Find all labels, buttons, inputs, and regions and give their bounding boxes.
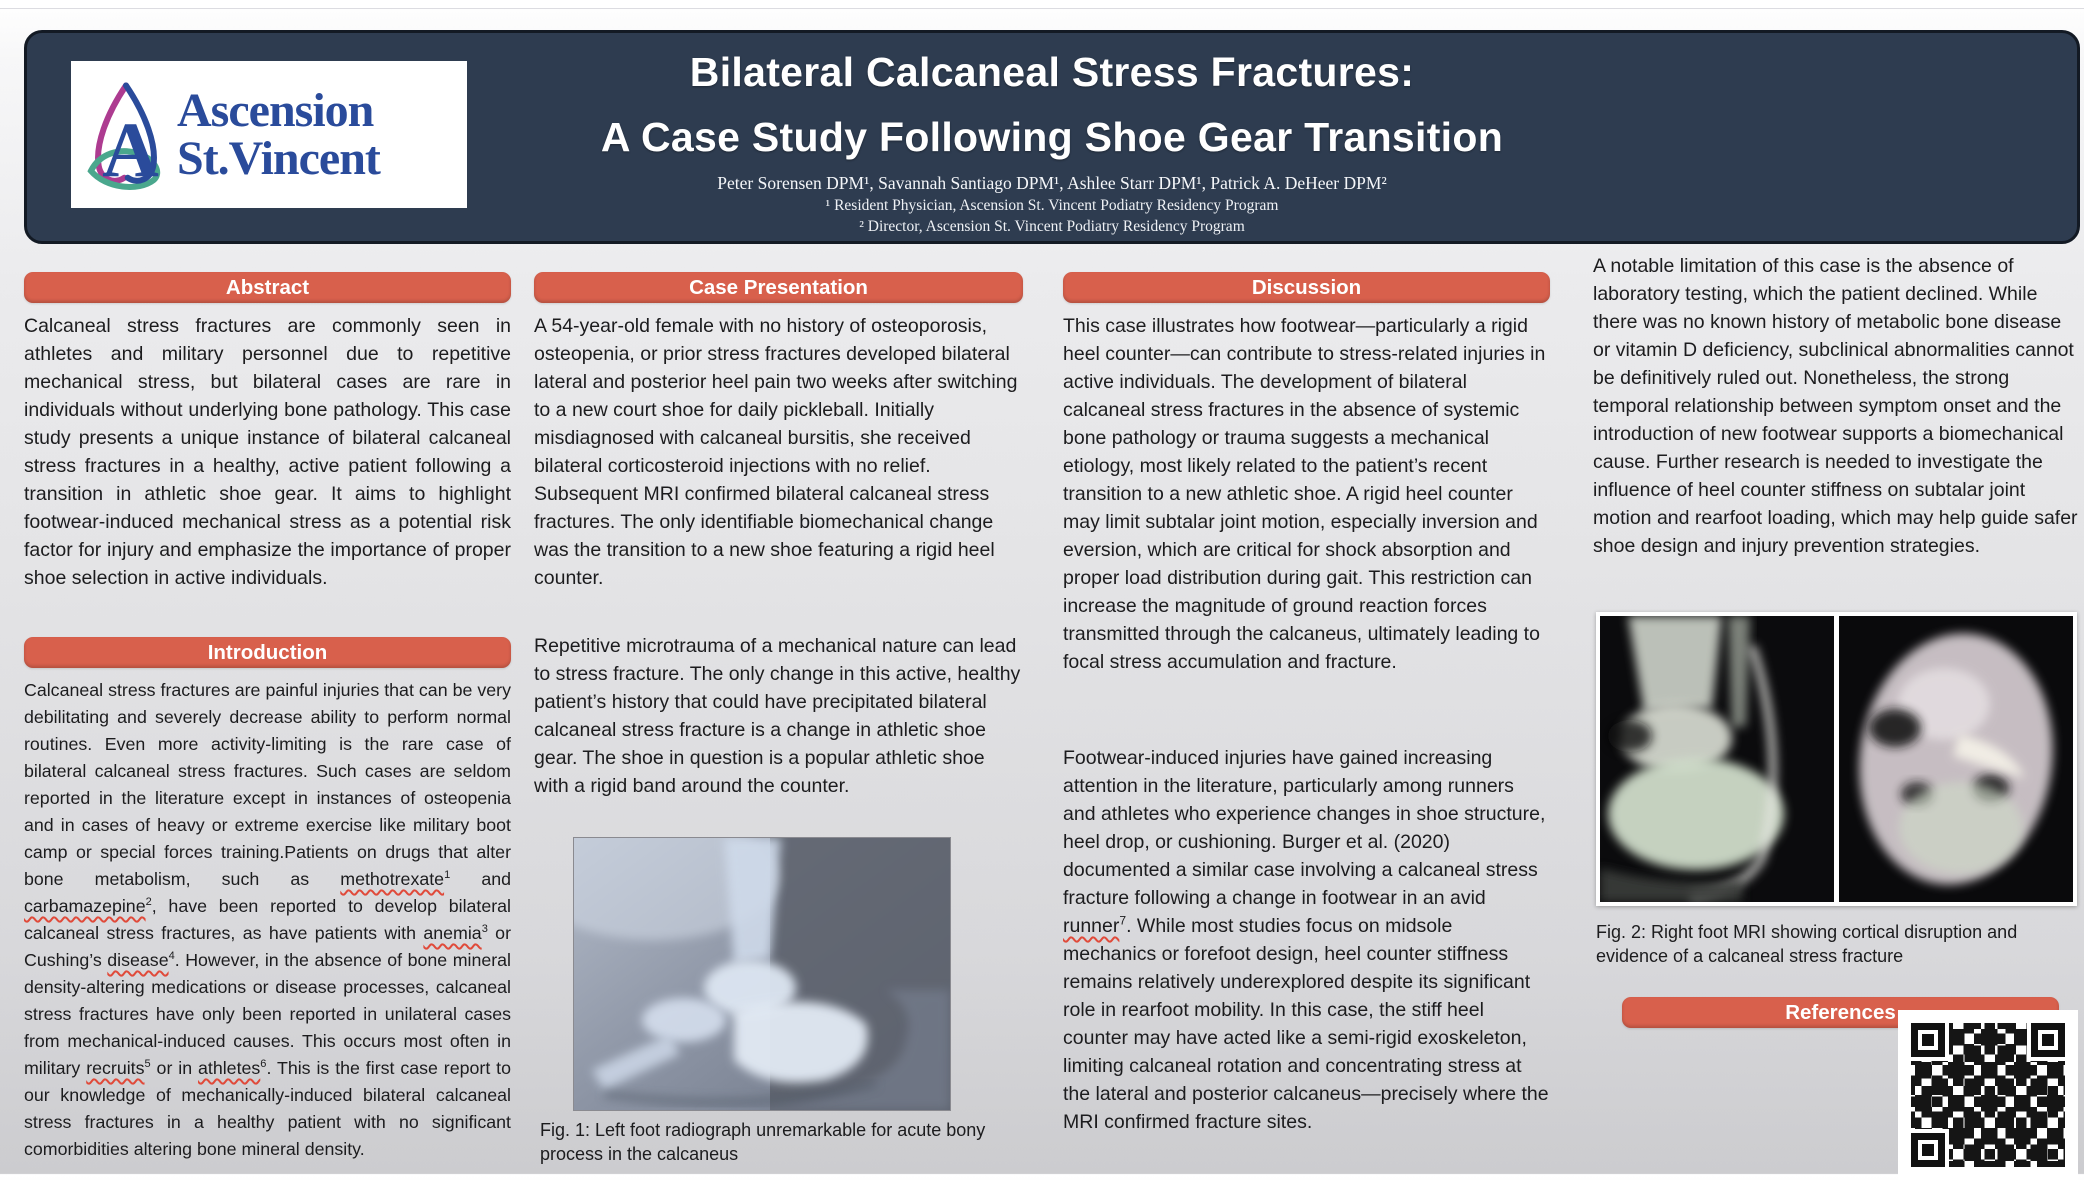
fig2-caption: Fig. 2: Right foot MRI showing cortical disruption and evidence of a calcaneal stress fracture (1596, 922, 2018, 966)
qr-finder-bottom-left-icon (1911, 1133, 1945, 1167)
logo-line2: St.Vincent (177, 131, 380, 185)
introduction-section-header: Introduction (24, 637, 511, 668)
qr-finder-top-left-icon (1911, 1023, 1945, 1057)
introduction-text: Calcaneal stress fractures are painful injuries that can be very debilitating and severely decrease ability to perform normal routines. Even more activity-limiting is the rare case of bilateral calcaneal stress fractures. Such cases are seldom reported in the literature except in instances of osteopenia and in cases of heavy or extreme exercise like military boot camp or special forces training.Patients on drugs that alter bone metabolism, such as methotrexate$^1$ and carbamazepine$^2$, have been reported to develop bilateral calcaneal stress fractures, as have patients with anemia$^3$ or Cushing’s disease$^4$. However, in the absence of bone mineral density-altering medications or disease processes, calcaneal stress fractures have only been reported in unilateral cases from mechanical-induced causes. This occurs most often in military recruits$^5$ or in athletes$^6$. This is the first case report to our knowledge of mechanically-induced bilateral calcaneal stress fractures in a healthy patient with no significant comorbidities altering bone mineral density. (24, 680, 512, 1159)
fig1-caption: Fig. 1: Left foot radiograph unremarkable for acute bony process in the calcaneus (540, 1120, 986, 1164)
title-block (27, 33, 2077, 236)
fig2-mri-images (1596, 612, 2077, 906)
discussion-paragraph-1: This case illustrates how footwear—particularly a rigid heel counter—can contribute to stress-related injuries in active individuals. The development of bilateral calcaneal stress fractures in the absence of systemic bone pathology or trauma suggests a mechanical etiology, most likely related to the patient’s recent transition to a new athletic shoe. A rigid heel counter may limit subtalar joint motion, especially inversion and eversion, which are critical for shock absorption and proper load distribution during gait. This restriction can increase the magnitude of ground reaction forces transmitted through the calcaneus, ultimately leading to focal stress accumulation and fracture. (1063, 315, 1546, 673)
qr-finder-top-right-icon (2031, 1023, 2065, 1057)
logo-line1: Ascension (177, 83, 374, 137)
fig1-xray-image (574, 838, 950, 1110)
references-section-header: References (1622, 997, 2059, 1028)
case-presentation-section-header: Case Presentation (534, 272, 1023, 303)
fig2-mri-axial-panel (1839, 616, 2073, 902)
case-presentation-paragraph-1: A 54-year-old female with no history of osteoporosis, osteopenia, or prior stress fractures developed bilateral lateral and posterior heel pain two weeks after switching to a new court shoe for daily pickleball. Initially misdiagnosed with calcaneal bursitis, she received bilateral corticosteroid injections with no relief. Subsequent MRI confirmed bilateral calcaneal stress fractures. The only identifiable biomechanical change was the transition to a new shoe featuring a rigid heel counter. (534, 315, 1018, 589)
affiliation-line1: ¹ Resident Physician, Ascension St. Vincent Podiatry Residency Program (825, 197, 1279, 214)
svg-text:A: A (102, 106, 159, 194)
discussion-paragraph-2: Footwear-induced injuries have gained increasing attention in the literature, particularly among runners and athletes who experience changes in shoe structure, heel drop, or cushioning. Burger et al. (2020) documented a similar case involving a calcaneal stress fracture following a change in footwear in an avid runner$^7$. While most studies focus on midsole mechanics or forefoot design, heel counter stiffness remains relatively underexplored despite its significant role in rearfoot mobility. In this case, the stiff heel counter may have acted like a semi-rigid exoskeleton, limiting calcaneal rotation and concentrating stress at the lateral and posterior calcaneus—precisely where the MRI confirmed fracture sites. (1063, 747, 1549, 1133)
abstract-text: Calcaneal stress fractures are commonly seen in athletes and military personnel due to repetitive mechanical stress, but bilateral cases are rare in individuals without underlying bone pathology. This case study presents a unique instance of bilateral calcaneal stress fractures in a healthy, active patient following a transition in athletic shoe gear. It aims to highlight footwear-induced mechanical stress as a potential risk factor for injury and emphasize the importance of proper shoe selection in active individuals. (24, 315, 511, 589)
discussion-section-header: Discussion (1063, 272, 1550, 303)
column-abstract-introduction (24, 272, 511, 1174)
abstract-section-header: Abstract (24, 272, 511, 303)
fig2-mri-sagittal-panel (1600, 616, 1834, 902)
authors-line: Peter Sorensen DPM¹, Savannah Santiago DPM¹, Ashlee Starr DPM¹, Patrick A. DeHeer DPM² (717, 173, 1387, 193)
discussion-limitations-paragraph: A notable limitation of this case is the absence of laboratory testing, which the patient declined. While there was no known history of metabolic bone disease or vitamin D deficiency, subclinical abnormalities cannot be definitively ruled out. Nonetheless, the strong temporal relationship between symptom onset and the introduction of new footwear supports a biomechanical cause. Further research is needed to investigate the influence of heel counter stiffness on subtalar joint motion and rearfoot loading, which may help guide safer shoe design and injury prevention strategies. (1593, 255, 2078, 557)
case-presentation-paragraph-2: Repetitive microtrauma of a mechanical nature can lead to stress fracture. The only change in this active, healthy patient’s history that could have precipitated bilateral calcaneal stress fracture is a change in athletic shoe gear. The shoe in question is a popular athletic shoe with a rigid band around the counter. (534, 635, 1021, 797)
poster-header (24, 30, 2080, 244)
column-limitations-figures-references (1593, 245, 2078, 1174)
qr-pattern (1911, 1023, 2065, 1167)
qr-code (1898, 1010, 2078, 1180)
column-discussion (1063, 272, 1550, 1174)
window-top-strip (0, 0, 2084, 9)
poster-title-line1: Bilateral Calcaneal Stress Fractures: (689, 49, 1415, 95)
column-case-presentation (534, 272, 1023, 1174)
poster-title-line2: A Case Study Following Shoe Gear Transition (600, 114, 1504, 160)
affiliation-line2: ² Director, Ascension St. Vincent Podiatry Residency Program (859, 218, 1245, 235)
